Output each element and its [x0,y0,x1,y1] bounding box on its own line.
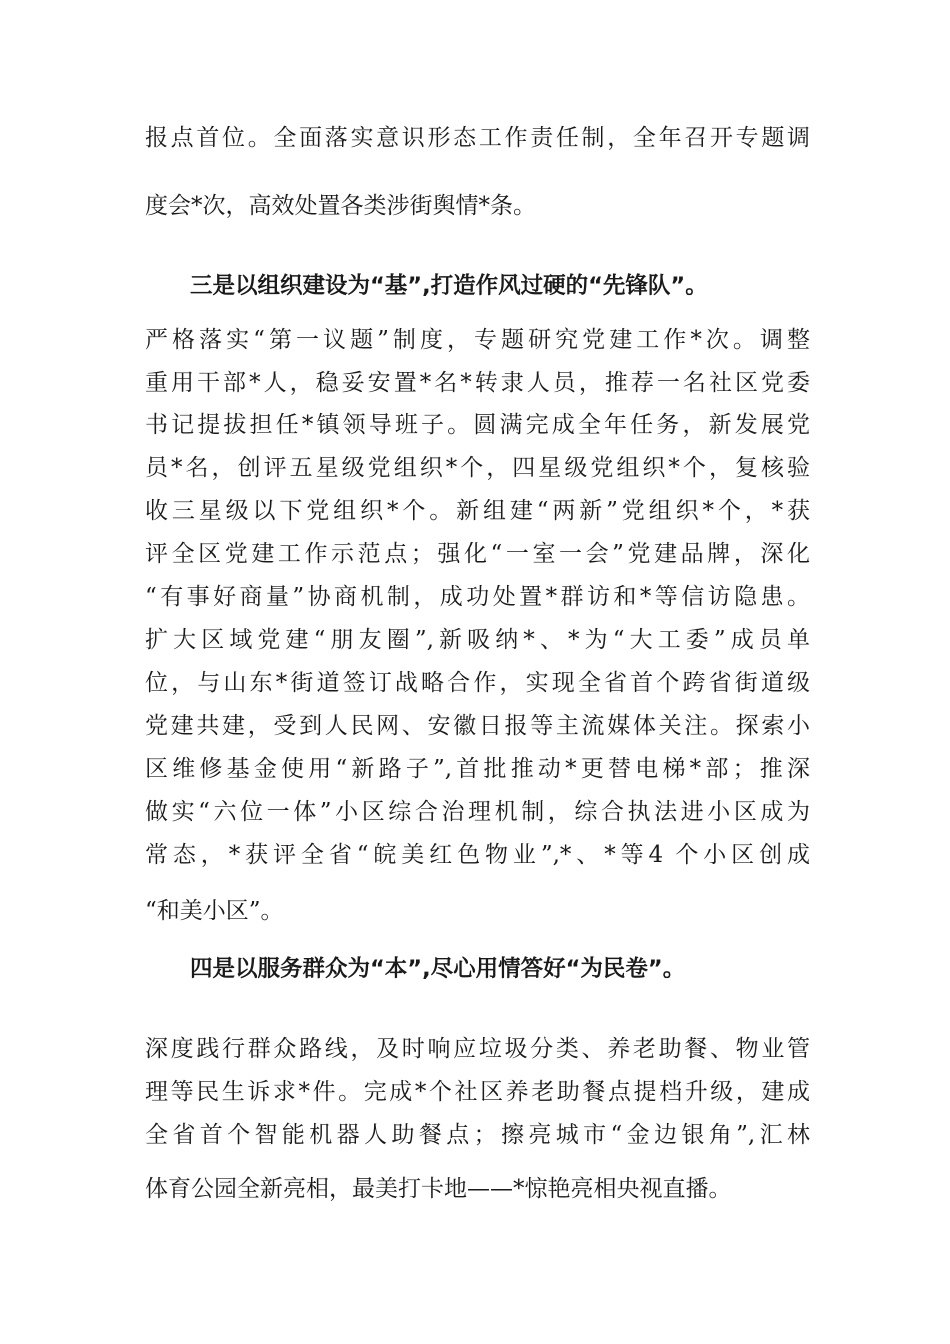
section-heading: 四是以服务群众为“本”,尽心用情答好“为民卷”。 [190,956,686,982]
paragraph-line: 扩大区域党建“朋友圈”,新吸纳*、*为“大工委”成员单 [145,627,810,653]
paragraph-line: 理等民生诉求*件。完成*个社区养老助餐点提档升级，建成 [145,1079,810,1105]
paragraph-line: “和美小区”。 [145,898,284,924]
paragraph-line: 书记提拔担任*镇领导班子。圆满完成全年任务，新发展党 [145,412,810,438]
section-heading: 三是以组织建设为“基”,打造作风过硬的“先锋队”。 [190,273,708,299]
paragraph-line: 严格落实“第一议题”制度，专题研究党建工作*次。调整 [145,327,810,353]
paragraph-line: 度会*次，高效处置各类涉街舆情*条。 [145,193,536,219]
paragraph-line: 位，与山东*街道签订战略合作，实现全省首个跨省街道级 [145,670,810,696]
paragraph-line: 区维修基金使用“新路子”,首批推动*更替电梯*部；推深 [145,756,810,782]
paragraph-line: “有事好商量”协商机制，成功处置*群访和*等信访隐患。 [145,584,810,610]
paragraph-line: 体育公园全新亮相，最美打卡地——*惊艳亮相央视直播。 [145,1176,732,1202]
paragraph-line: 党建共建，受到人民网、安徽日报等主流媒体关注。探索小 [145,713,810,739]
paragraph-line: 重用干部*人，稳妥安置*名*转隶人员，推荐一名社区党委 [145,370,810,396]
paragraph-line: 做实“六位一体”小区综合治理机制，综合执法进小区成为 [145,799,810,825]
paragraph-line: 常态，*获评全省“皖美红色物业”,*、*等4 个小区创成 [145,842,810,868]
paragraph-line: 报点首位。全面落实意识形态工作责任制，全年召开专题调 [145,125,810,151]
paragraph-line: 全省首个智能机器人助餐点；擦亮城市“金边银角”,汇林 [145,1122,810,1148]
paragraph-line: 员*名，创评五星级党组织*个，四星级党组织*个，复核验 [145,455,810,481]
paragraph-line: 评全区党建工作示范点；强化“一室一会”党建品牌，深化 [145,541,810,567]
paragraph-line: 深度践行群众路线，及时响应垃圾分类、养老助餐、物业管 [145,1036,810,1062]
paragraph-line: 收三星级以下党组织*个。新组建“两新”党组织*个，*获 [145,498,810,524]
